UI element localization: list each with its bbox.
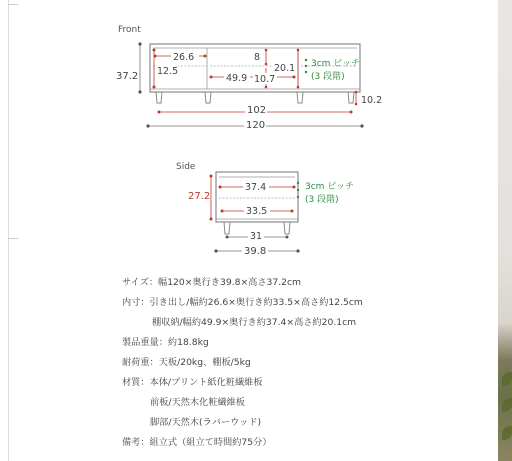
dimension-point xyxy=(210,175,213,178)
side-view xyxy=(176,162,354,257)
dimension-point xyxy=(221,210,224,213)
dimension-point xyxy=(265,49,268,52)
dimension-point xyxy=(293,186,296,189)
front-inner-width-label: 102 xyxy=(247,105,267,116)
pitch-dot xyxy=(297,189,299,191)
dimension-point xyxy=(204,55,207,58)
front-leg xyxy=(156,92,162,103)
front-height-label: 37.2 xyxy=(116,71,139,82)
dimension-point xyxy=(214,249,217,252)
dimension-point xyxy=(265,63,268,66)
dimension-point xyxy=(355,91,358,94)
dimension-point xyxy=(210,218,213,221)
dimension-point xyxy=(138,42,141,45)
dimension-point xyxy=(350,111,353,114)
spec-material-body: 材質：本体/プリント紙化粧繊維板 xyxy=(122,377,263,388)
dimension-point xyxy=(219,186,222,189)
dimension-point xyxy=(297,86,300,89)
front-view-label: Front xyxy=(118,25,141,35)
side-pitch-label: 3cm ピッチ xyxy=(305,182,354,192)
front-width-label: 120 xyxy=(246,120,266,131)
front-pitch-steps: (3 段階) xyxy=(311,72,345,82)
dimension-point xyxy=(360,124,363,127)
side-view-label: Side xyxy=(176,162,196,172)
spec-inner-shelf: 棚収納/幅約49.9×奥行き約37.4×高さ約20.1cm xyxy=(152,317,357,328)
front-leg xyxy=(348,92,354,103)
side-depth-label: 39.8 xyxy=(244,246,267,257)
dimension-point xyxy=(265,86,268,89)
side-pitch-steps: (3 段階) xyxy=(305,195,339,205)
side-leg xyxy=(284,222,290,234)
dimension-point xyxy=(153,86,156,89)
front-shelf-width-label: 49.9 xyxy=(226,73,248,84)
dimension-point xyxy=(146,124,149,127)
side-leg-span-label: 31 xyxy=(250,231,263,242)
front-drawer-width-label: 26.6 xyxy=(173,52,195,63)
front-shelf-depth-label: 10.7 xyxy=(254,74,276,85)
side-drawer-depth-label: 33.5 xyxy=(246,206,268,217)
spec-load: 耐荷重：天板/20kg、棚板/5kg xyxy=(122,357,251,368)
front-leg-height-label: 10.2 xyxy=(361,95,383,106)
dimension-point xyxy=(291,210,294,213)
side-shelf-depth-label: 37.4 xyxy=(245,182,267,193)
front-pitch-label: 3cm ピッチ xyxy=(311,59,360,69)
front-shelf-height-label: 20.1 xyxy=(274,63,296,74)
spec-material-legs: 脚部/天然木(ラバーウッド) xyxy=(150,417,262,428)
front-view xyxy=(116,25,382,131)
dimension-point xyxy=(210,76,213,79)
spec-inner-drawer: 内寸：引き出し/幅約26.6×奥行き約33.5×高さ約12.5cm xyxy=(122,297,363,308)
dimension-point xyxy=(158,111,161,114)
front-gap-label: 8 xyxy=(254,52,261,63)
spec-notes: 備考：組立式（組立て時間約75分） xyxy=(122,437,272,448)
dimension-point xyxy=(297,49,300,52)
dimension-point xyxy=(286,236,289,239)
dimension-point xyxy=(226,236,229,239)
dimension-point xyxy=(153,49,156,52)
pitch-dot xyxy=(297,182,299,184)
spec-weight: 製品重量：約18.8kg xyxy=(122,337,209,348)
pitch-dot xyxy=(305,71,307,73)
side-height-label: 27.2 xyxy=(188,191,211,202)
pitch-dot xyxy=(305,59,307,61)
spec-material-front: 前板/天然木化粧繊維板 xyxy=(150,397,245,408)
dimension-point xyxy=(355,103,358,106)
front-leg xyxy=(297,92,303,103)
pitch-dot xyxy=(305,65,307,67)
spec-size: サイズ：幅120×奥行き39.8×高さ37.2cm xyxy=(122,277,301,288)
pitch-dot xyxy=(297,196,299,198)
dimension-point xyxy=(138,90,141,93)
front-drawer-height-label: 12.5 xyxy=(157,66,179,77)
dimension-point xyxy=(293,76,296,79)
dimension-point xyxy=(296,249,299,252)
side-leg xyxy=(224,222,230,234)
front-leg xyxy=(205,92,211,103)
